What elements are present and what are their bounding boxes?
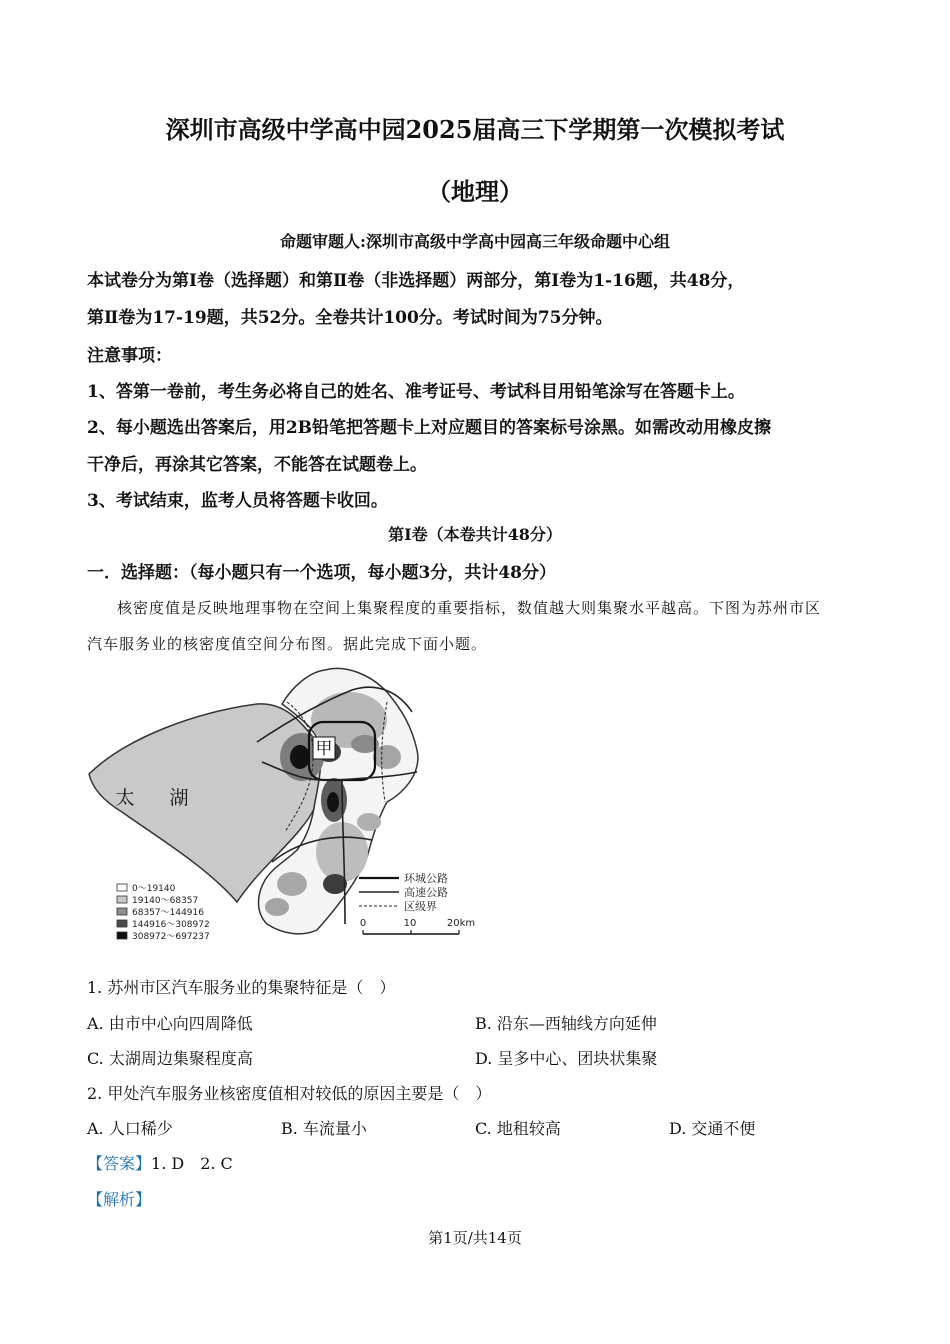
question-1-option-c: C. 太湖周边集聚程度高	[87, 1049, 253, 1068]
answer-tag: 【答案】	[87, 1154, 152, 1173]
legend-label: 19140～68357	[132, 896, 199, 906]
legend-label: 308972～697237	[132, 932, 210, 942]
legend-label: 144916～308972	[132, 920, 210, 930]
intro-line-2: 第Ⅱ卷为17-19题，共52分。全卷共计100分。考试时间为75分钟。	[87, 308, 613, 328]
notice-heading: 注意事项：	[87, 346, 172, 366]
density-blob	[357, 813, 381, 831]
section-title: 第Ⅰ卷（本卷共计48分）	[388, 525, 562, 544]
question-1-option-b: B. 沿东—西轴线方向延伸	[475, 1014, 657, 1033]
intro-line-1: 本试卷分为第Ⅰ卷（选择题）和第Ⅱ卷（非选择题）两部分，第Ⅰ卷为1-16题，共48分，	[87, 271, 745, 291]
density-blob	[327, 792, 339, 812]
legend-ring-road: 环城公路	[404, 872, 448, 885]
page-number: 第1页/共14页	[428, 1229, 522, 1247]
density-blob	[373, 745, 401, 769]
density-blob	[316, 822, 368, 882]
question-1-option-a: A. 由市中心向四周降低	[87, 1014, 253, 1033]
analysis-tag: 【解析】	[87, 1190, 152, 1209]
legend-swatch	[117, 884, 127, 891]
legend-swatch	[117, 932, 127, 939]
scale-label-0: 0	[359, 918, 367, 929]
legend-swatch	[117, 908, 127, 915]
lake-label-hu: 湖	[169, 787, 189, 809]
notice-item-3: 3、考试结束，监考人员将答题卡收回。	[87, 491, 388, 511]
legend-swatch	[117, 920, 127, 927]
question-2-option-d: D. 交通不便	[669, 1119, 756, 1138]
density-blob	[265, 898, 289, 916]
exam-title: 深圳市高级中学高中园2025届高三下学期第一次模拟考试	[165, 115, 785, 144]
passage-line-2: 汽车服务业的核密度值空间分布图。据此完成下面小题。	[87, 635, 488, 653]
exam-author: 命题审题人:深圳市高级中学高中园高三年级命题中心组	[280, 232, 670, 251]
legend-district: 区级界	[404, 900, 437, 913]
notice-item-1: 1、答第一卷前，考生务必将自己的姓名、准考证号、考试科目用铅笔涂写在答题卡上。	[87, 382, 745, 402]
density-blob	[323, 874, 347, 894]
legend-highway: 高速公路	[404, 886, 448, 899]
scale-bar	[360, 918, 475, 934]
passage-line-1: 核密度值是反映地理事物在空间上集聚程度的重要指标，数值越大则集聚水平越高。下图为苏州市区	[117, 599, 822, 617]
legend-label: 0～19140	[132, 884, 176, 894]
question-2-option-c: C. 地租较高	[475, 1119, 561, 1138]
question-1-option-d: D. 呈多中心、团块状集聚	[475, 1049, 658, 1068]
scale-label-10: 10	[403, 918, 417, 929]
part-heading: 一．选择题：（每小题只有一个选项，每小题3分，共计48分）	[87, 563, 556, 583]
density-blob	[290, 745, 310, 769]
answer-line	[87, 1151, 233, 1174]
question-2-stem: 2. 甲处汽车服务业核密度值相对较低的原因主要是（ ）	[87, 1084, 492, 1103]
line-legend	[359, 872, 448, 913]
answer-text: 1. D 2. C	[151, 1154, 233, 1173]
question-2-option-a: A. 人口稀少	[87, 1119, 173, 1138]
legend-label: 68357～144916	[132, 908, 204, 918]
legend-swatch	[117, 896, 127, 903]
kernel-density-map	[87, 662, 487, 944]
scale-label-20: 20km	[446, 918, 476, 929]
density-blob	[277, 872, 307, 896]
notice-item-2a: 2、每小题选出答案后，用2B铅笔把答题卡上对应题目的答案标号涂黑。如需改动用橡皮擦	[87, 418, 772, 438]
question-1-stem: 1. 苏州市区汽车服务业的集聚特征是（ ）	[87, 978, 396, 997]
density-legend	[117, 884, 210, 942]
question-2-option-b: B. 车流量小	[281, 1119, 367, 1138]
exam-subject: （地理）	[427, 177, 523, 206]
notice-item-2b: 干净后，再涂其它答案，不能答在试题卷上。	[87, 455, 427, 475]
place-label-jia: 甲	[315, 739, 333, 759]
lake-label-tai: 太	[115, 787, 135, 809]
